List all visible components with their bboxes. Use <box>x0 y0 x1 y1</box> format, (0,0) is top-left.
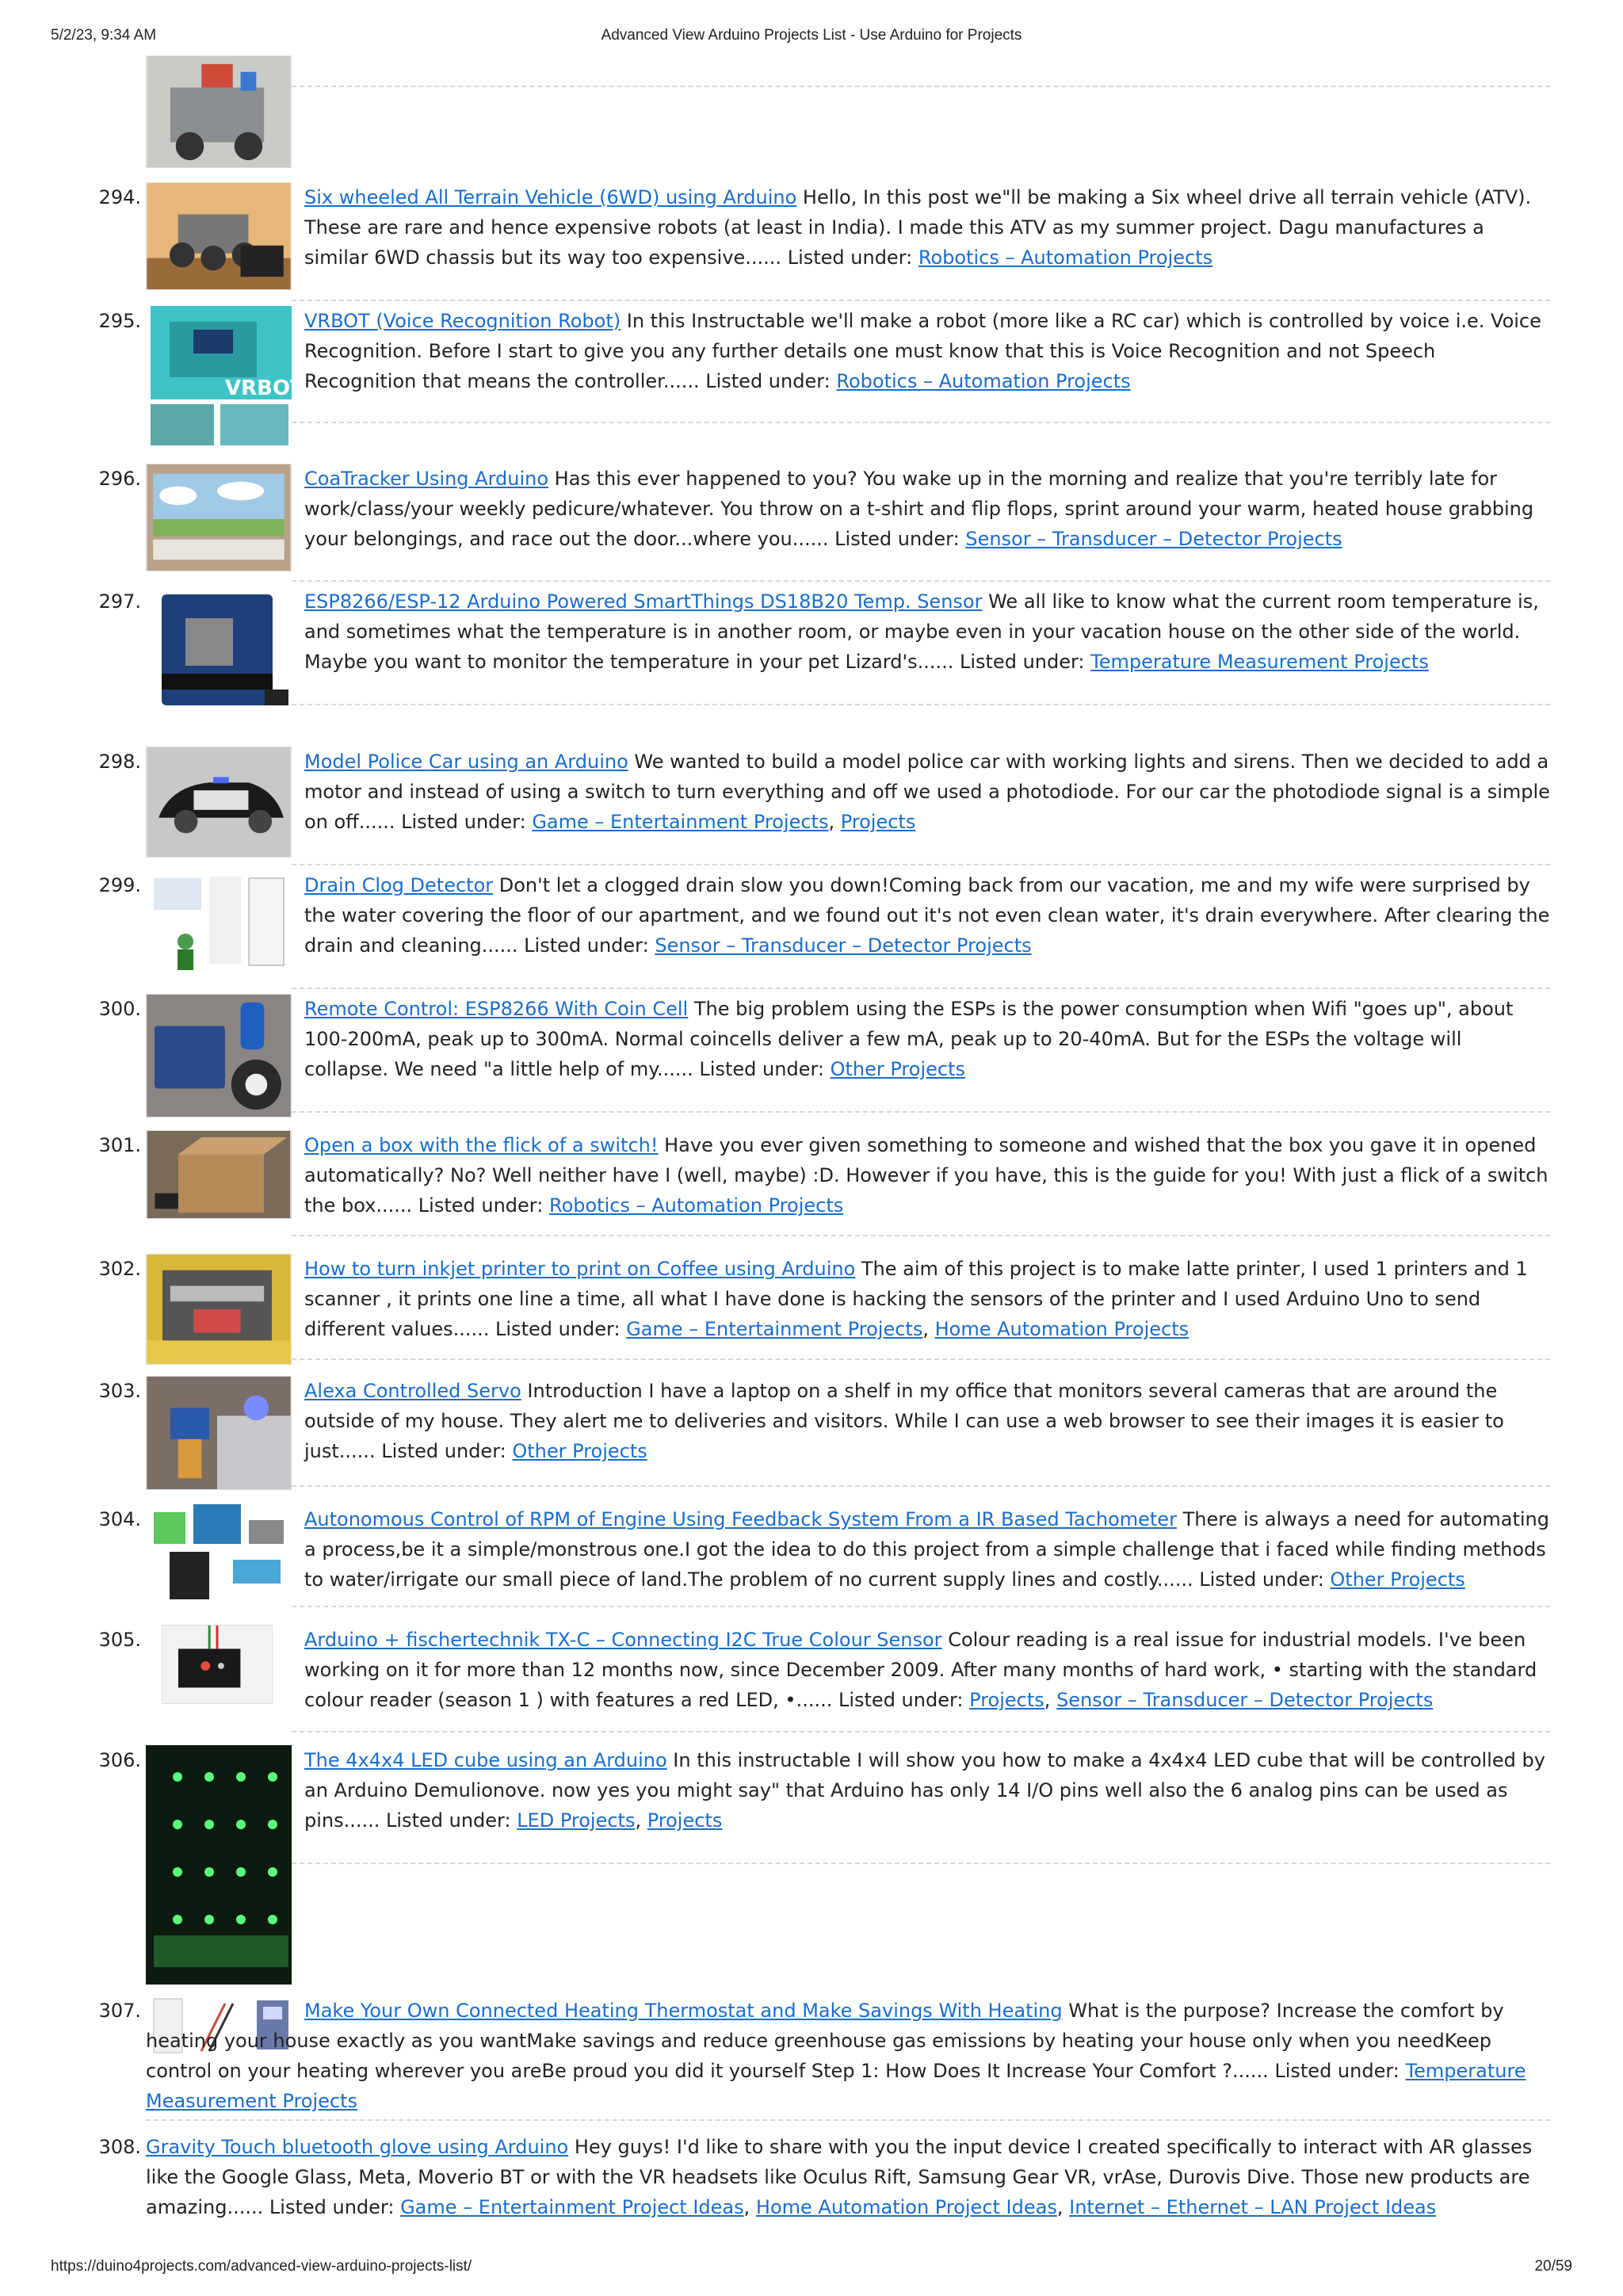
item-text <box>304 464 1550 554</box>
item-description: We wanted to build a model police car with working lights and sirens. Then we decided to add a motor and instead of using a switch to turn everything and off we used a photodiode. For our car the photodiode signal is a simple on off...... Listed under: <box>304 751 1550 833</box>
thumbnail-police-car[interactable] <box>146 747 292 858</box>
item-text <box>304 306 1550 396</box>
category-link[interactable]: LED Projects <box>517 1809 636 1832</box>
item-text <box>304 182 1550 273</box>
category-link[interactable]: Home Automation Projects <box>934 1318 1190 1340</box>
item-title-link[interactable]: VRBOT (Voice Recognition Robot) <box>304 310 621 332</box>
item-number: 298. <box>98 751 141 773</box>
item-text: Gravity Touch bluetooth glove using Arduino Hey guys! I'd like to share with you the input device I created specifically to interact with AR glasses like the Google Glass, Meta, Moverio BT or with the VR headsets like Oculus Rift, Samsung Gear VR, vrAse, Durovis Dive. Those new products are amazing...... Listed under: Game – Entertainment Project Ideas, Home Automation Project Ideas, Internet – Ethernet – LAN Project Ideas <box>146 2136 1533 2218</box>
category-link[interactable]: Home Automation Project Ideas <box>755 2196 1057 2218</box>
item-text <box>304 994 1550 1084</box>
item-title-link[interactable]: Gravity Touch bluetooth glove using Arduino <box>146 2136 569 2158</box>
item-title-link[interactable]: The 4x4x4 LED cube using an Arduino <box>304 1749 667 1771</box>
thumbnail-box[interactable] <box>146 1130 292 1219</box>
thumbnail-drain-diagram[interactable] <box>146 870 292 975</box>
thumbnail-esp8266-board[interactable] <box>146 586 292 713</box>
item-number: 294. <box>98 186 141 208</box>
category-link[interactable]: Robotics – Automation Projects <box>918 246 1213 269</box>
separator <box>292 988 1550 989</box>
item-title-link[interactable]: Drain Clog Detector <box>304 874 494 896</box>
item-description: The aim of this project is to make latte printer, I used 1 printers and 1 scanner , it prints one line a time, all what I have done is hacking the sensors of the printer and I used Arduino Uno to send different values...... Listed under: <box>304 1258 1528 1340</box>
item-description: We all like to know what the current room temperature is, and sometimes what the temperature is in another room, or maybe even in your vacation house on the other side of the world. Maybe you want to monitor the temperature in your pet Lizard's...... Listed under: <box>304 590 1539 673</box>
category-link[interactable]: Game – Entertainment Projects <box>532 811 829 833</box>
item-text: Arduino + fischertechnik TX-C – Connecting I2C True Colour Sensor Colour reading is a real issue for industrial models. I've been working on it for more than 12 months now, since December 2009. After many months of hard work, • starting with the standard colour reader (season 1 ) with features a red LED, •...... Listed under: Projects, Sensor – Transducer – Detector Projects <box>304 1629 1537 1711</box>
category-link[interactable]: Robotics – Automation Projects <box>836 370 1131 392</box>
thumbnail-coin-cell-remote[interactable] <box>146 994 292 1117</box>
separator <box>292 1111 1550 1113</box>
item-description: What is the purpose? Increase the comfort by heating your house exactly as you wantMake savings and reduce greenhouse gas emissions by heating your house only when you needKeep control on your heating wherever you areBe proud you did it yourself Step 1: How Does It Increase Your Comfort ?...... Listed under: <box>146 2000 1504 2082</box>
item-title-link[interactable]: ESP8266/ESP-12 Arduino Powered SmartThings DS18B20 Temp. Sensor <box>304 590 983 613</box>
item-text <box>146 1996 1550 2116</box>
thumbnail-coffee-printer[interactable] <box>146 1254 292 1365</box>
item-title-link[interactable]: Arduino + fischertechnik TX-C – Connecting I2C True Colour Sensor <box>304 1629 942 1651</box>
item-description: Colour reading is a real issue for industrial models. I've been working on it for more than 12 months now, since December 2009. After many months of hard work, • starting with the standard colour reader (season 1 ) with features a red LED, •...... Listed under: <box>304 1629 1537 1711</box>
item-title-link[interactable]: CoaTracker Using Arduino <box>304 468 549 490</box>
category-link[interactable]: Sensor – Transducer – Detector Projects <box>655 934 1032 957</box>
thumbnail-colour-sensor[interactable] <box>162 1625 273 1704</box>
separator <box>146 2119 1550 2121</box>
thumbnail-tachometer-circuit[interactable] <box>146 1504 292 1606</box>
item-number: 305. <box>98 1629 141 1651</box>
item-number: 301. <box>98 1134 141 1156</box>
category-link[interactable]: Game – Entertainment Project Ideas <box>400 2196 744 2218</box>
print-page-title: Advanced View Arduino Projects List - Use Arduino for Projects <box>601 27 1022 44</box>
item-text: The 4x4x4 LED cube using an Arduino In this instructable I will show you how to make a 4x4x4 LED cube that will be controlled by an Arduino Demulionove. now yes you might say" that Arduino has only 14 I/O pins well also the 6 analog pins can be used as pins...... Listed under: LED Projects, Projects <box>304 1749 1545 1832</box>
separator <box>292 1358 1550 1360</box>
print-header <box>51 27 1572 49</box>
item-text: Model Police Car using an Arduino We wanted to build a model police car with working lights and sirens. Then we decided to add a motor and instead of using a switch to turn everything and off we used a photodiode. For our car the photodiode signal is a simple on off...... Listed under: Game – Entertainment Projects, Projects <box>304 751 1550 833</box>
category-link[interactable]: Projects <box>840 811 916 833</box>
category-link[interactable]: Projects <box>647 1809 723 1832</box>
item-title-link[interactable]: Alexa Controlled Servo <box>304 1380 521 1402</box>
category-link[interactable]: Other Projects <box>1330 1568 1465 1591</box>
category-link[interactable]: Robotics – Automation Projects <box>548 1194 844 1217</box>
item-number: 299. <box>98 874 141 896</box>
category-link[interactable]: Temperature Measurement Projects <box>146 2060 1526 2112</box>
category-link[interactable]: Other Projects <box>830 1058 965 1080</box>
item-text: How to turn inkjet printer to print on Coffee using Arduino The aim of this project is to make latte printer, I used 1 printers and 1 scanner , it prints one line a time, all what I have done is hacking the sensors of the printer and I used Arduino Uno to send different values...... Listed under: Game – Entertainment Projects, Home Automation Projects <box>304 1258 1528 1340</box>
separator <box>292 1731 1550 1733</box>
item-number: 297. <box>98 590 141 613</box>
print-url: https://duino4projects.com/advanced-view-arduino-projects-list/ <box>51 2258 472 2275</box>
thumbnail-coatracker[interactable] <box>146 464 292 571</box>
item-text <box>304 586 1550 677</box>
category-link[interactable]: Projects <box>969 1689 1044 1711</box>
thumbnail-led-cube[interactable] <box>146 1745 292 1985</box>
item-number: 303. <box>98 1380 141 1402</box>
category-link[interactable]: Internet – Ethernet – LAN Project Ideas <box>1069 2196 1437 2218</box>
print-datetime: 5/2/23, 9:34 AM <box>51 27 157 44</box>
separator <box>292 1235 1550 1236</box>
item-number: 296. <box>98 468 141 490</box>
item-description: There is always a need for automating a process,be it a simple/monstrous one.I got the idea to do this project from a simple challenge that i faced while finding methods to water/irrigate our small piece of land.The problem of no current supply lines and costly...... Listed under: <box>304 1508 1549 1591</box>
page-number: 20/59 <box>1534 2258 1572 2275</box>
category-link[interactable]: Sensor – Transducer – Detector Projects <box>1056 1689 1434 1711</box>
category-link[interactable]: Other Projects <box>512 1440 647 1462</box>
item-description: The big problem using the ESPs is the power consumption when Wifi "goes up", about 100-200mA, peak up to 300mA. Normal coincells deliver a few mA, peak up to 20-40mA. But for the ESPs the voltage will collapse. We need "a little help of my...... Listed under: <box>304 998 1514 1080</box>
item-description: Has this ever happened to you? You wake up in the morning and realize that you're terribly late for work/class/your weekly pedicure/whatever. You throw on a t-shirt and flip flops, sprint around your warm, heated house grabbing your belongings, and race out the door...where you...... Listed under: <box>304 468 1534 550</box>
category-link[interactable]: Temperature Measurement Projects <box>1090 651 1429 673</box>
item-description: Don't let a clogged drain slow you down!Coming back from our vacation, me and my wife were surprised by the water covering the floor of our apartment, and we found out it's not even clean water, it's drain everywhere. After clearing the drain and cleaning...... Listed under: <box>304 874 1550 957</box>
separator <box>292 580 1550 582</box>
item-number: 295. <box>98 310 141 332</box>
thumbnail-vrbot[interactable] <box>146 306 304 445</box>
item-description: In this instructable I will show you how to make a 4x4x4 LED cube that will be controlled by an Arduino Demulionove. now yes you might say" that Arduino has only 14 I/O pins well also the 6 analog pins can be used as pins...... Listed under: <box>304 1749 1545 1832</box>
item-number: 302. <box>98 1258 141 1280</box>
item-title-link[interactable]: How to turn inkjet printer to print on Coffee using Arduino <box>304 1258 856 1280</box>
item-number: 307. <box>98 2000 141 2022</box>
separator <box>292 422 1550 423</box>
item-title-link[interactable]: Autonomous Control of RPM of Engine Using Feedback System From a IR Based Tachometer <box>304 1508 1177 1530</box>
item-text <box>304 870 1550 961</box>
item-text <box>304 1130 1550 1221</box>
item-title-link[interactable]: Open a box with the flick of a switch! <box>304 1134 659 1156</box>
thumbnail-robot <box>146 55 292 168</box>
item-title-link[interactable]: Make Your Own Connected Heating Thermostat and Make Savings With Heating <box>304 2000 1063 2022</box>
item-number: 300. <box>98 998 141 1020</box>
item-text <box>304 1376 1550 1466</box>
separator <box>292 300 1550 301</box>
category-link[interactable]: Sensor – Transducer – Detector Projects <box>965 528 1342 550</box>
separator <box>292 1485 1550 1487</box>
item-description: Introduction I have a laptop on a shelf in my office that monitors several cameras that are around the outside of my house. They alert me to deliveries and visitors. While I can use a web browser to see their images it is easier to just...... Listed under: <box>304 1380 1504 1462</box>
separator <box>292 1606 1550 1607</box>
item-description: Have you ever given something to someone and wished that the box you gave it in opened automatically? No? Well neither have I (well, maybe) :D. However if you have, this is the guide for you! With just a flick of a switch the box...... Listed under: <box>304 1134 1549 1217</box>
separator <box>292 1862 1550 1864</box>
item-description: In this Instructable we'll make a robot (more like a RC car) which is controlled by voice i.e. Voice Recognition. Before I start to give you any further details one must know that this is Voice Recognition and not Speech Recognition that means the controller...... Listed under: <box>304 310 1541 392</box>
item-description: Hello, In this post we"ll be making a Six wheel drive all terrain vehicle (ATV). These are rare and hence expensive robots (at least in India). I made this ATV as my summer project. Dagu manufactures a similar 6WD chassis but its way too expensive...... Listed under: <box>304 186 1532 269</box>
separator <box>292 86 1550 87</box>
separator <box>292 704 1550 705</box>
item-description: Hey guys! I'd like to share with you the input device I created specifically to interact with AR glasses like the Google Glass, Meta, Moverio BT or with the VR headsets like Oculus Rift, Samsung Gear VR, vrAse, Durovis Dive. Those new products are amazing...... Listed under: <box>146 2136 1533 2218</box>
item-number: 304. <box>98 1508 141 1530</box>
thumbnail-alexa-servo[interactable] <box>146 1376 292 1490</box>
separator <box>292 864 1550 865</box>
print-footer <box>51 2258 1572 2280</box>
item-title-link[interactable]: Model Police Car using an Arduino <box>304 751 628 773</box>
thumbnail-caption: VRBOT <box>225 376 304 400</box>
item-title-link[interactable]: Remote Control: ESP8266 With Coin Cell <box>304 998 689 1020</box>
category-link[interactable]: Game – Entertainment Projects <box>626 1318 923 1340</box>
item-text <box>304 1504 1550 1595</box>
thumbnail-6wd-atv[interactable] <box>146 182 292 290</box>
item-number: 308. <box>98 2136 141 2158</box>
item-number: 306. <box>98 1749 141 1771</box>
item-title-link[interactable]: Six wheeled All Terrain Vehicle (6WD) using Arduino <box>304 186 797 208</box>
